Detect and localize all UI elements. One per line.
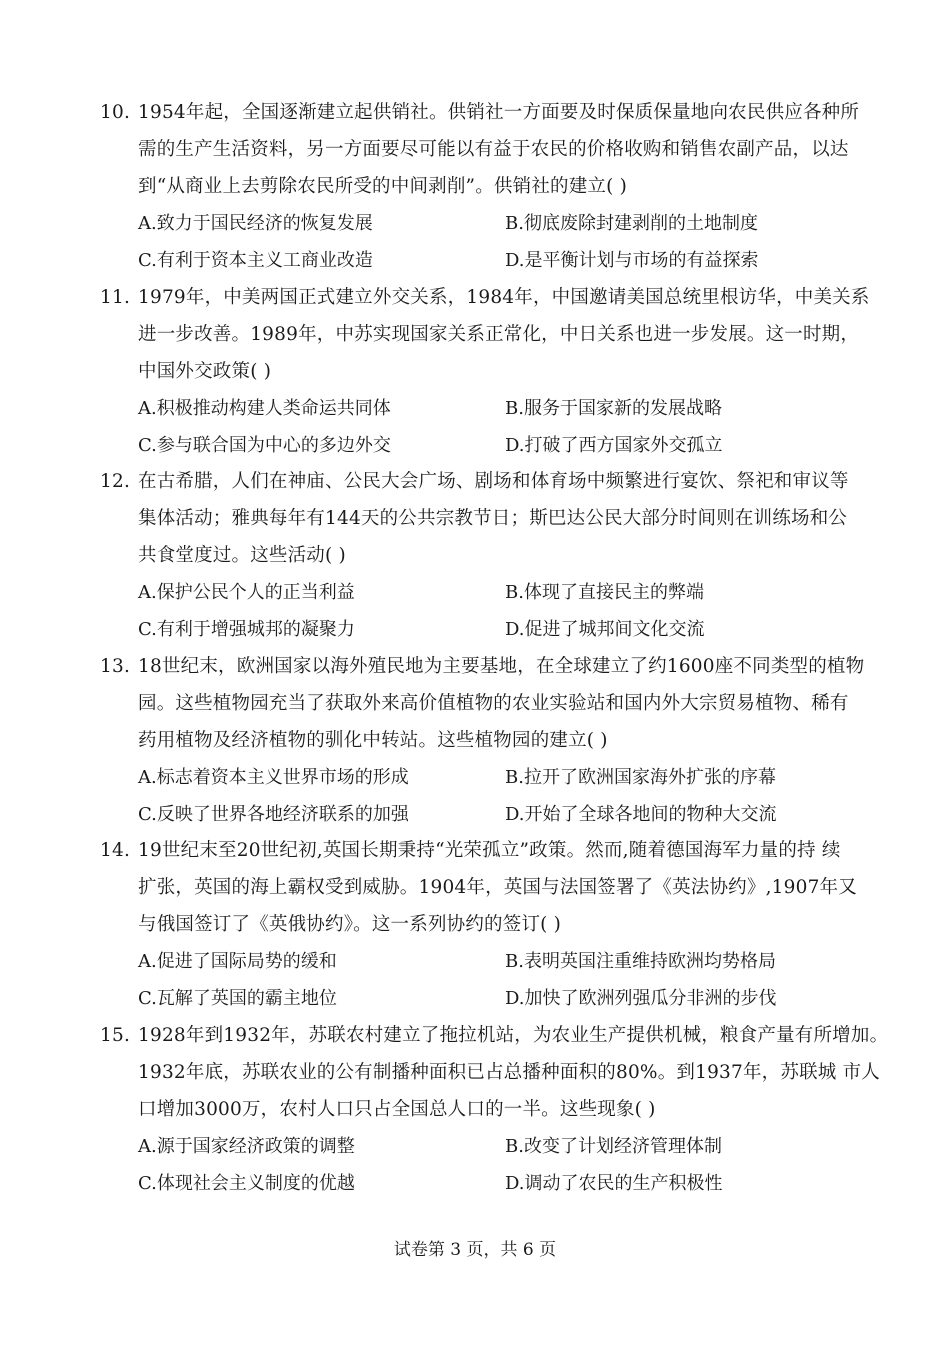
question-text-line: 集体活动；雅典每年有144天的公共宗教节日；斯巴达公民大部分时间则在训练场和公 bbox=[138, 508, 848, 529]
option-b[interactable]: B.彻底废除封建剥削的土地制度 bbox=[505, 213, 758, 234]
question-number: 10. bbox=[100, 102, 131, 123]
question-text-line: 口增加3000万，农村人口只占全国总人口的一半。这些现象( ) bbox=[138, 1099, 656, 1120]
options-row bbox=[100, 205, 860, 242]
question-15 bbox=[100, 1017, 889, 1202]
options-row bbox=[100, 611, 860, 648]
option-c[interactable]: C.有利于增强城邦的凝聚力 bbox=[138, 619, 355, 640]
options-row bbox=[100, 943, 860, 980]
options-row bbox=[100, 242, 860, 279]
question-13 bbox=[100, 648, 865, 833]
question-text-line: 1954年起，全国逐渐建立起供销社。供销社一方面要及时保质保量地向农民供应各种所 bbox=[138, 102, 860, 123]
question-number: 14. bbox=[100, 840, 131, 861]
question-14 bbox=[100, 832, 860, 1017]
question-number: 13. bbox=[100, 656, 131, 677]
option-a[interactable]: A.致力于国民经济的恢复发展 bbox=[138, 213, 373, 234]
question-text-line: 18世纪末，欧洲国家以海外殖民地为主要基地，在全球建立了约1600座不同类型的植物 bbox=[138, 656, 865, 677]
option-c[interactable]: C.体现社会主义制度的优越 bbox=[138, 1173, 355, 1194]
question-number: 12. bbox=[100, 471, 131, 492]
option-a[interactable]: A.促进了国际局势的缓和 bbox=[138, 951, 337, 972]
question-text-line: 中国外交政策( ) bbox=[138, 361, 272, 382]
options-row bbox=[100, 1165, 860, 1202]
option-b[interactable]: B.体现了直接民主的弊端 bbox=[505, 582, 704, 603]
question-10 bbox=[100, 94, 860, 279]
question-text-line: 需的生产生活资料，另一方面要尽可能以有益于农民的价格收购和销售农副产品，以达 bbox=[138, 139, 849, 160]
question-text-line: 1932年底，苏联农业的公有制播种面积已占总播种面积的80%。到1937年，苏联城 市人 bbox=[138, 1062, 880, 1083]
option-c[interactable]: C.反映了世界各地经济联系的加强 bbox=[138, 804, 409, 825]
option-b[interactable]: B.服务于国家新的发展战略 bbox=[505, 398, 722, 419]
question-text-line: 到“从商业上去剪除农民所受的中间剥削”。供销社的建立( ) bbox=[138, 176, 628, 197]
question-12 bbox=[100, 463, 860, 648]
question-text-line: 进一步改善。1989年，中苏实现国家关系正常化，中日关系也进一步发展。这一时期， bbox=[138, 324, 860, 345]
option-d[interactable]: D.加快了欧洲列强瓜分非洲的步伐 bbox=[505, 988, 777, 1009]
option-d[interactable]: D.是平衡计划与市场的有益探索 bbox=[505, 250, 759, 271]
options-row bbox=[100, 390, 860, 427]
page-footer: 试卷第 3 页，共 6 页 bbox=[393, 1240, 557, 1260]
question-text-line: 1979年，中美两国正式建立外交关系，1984年，中国邀请美国总统里根访华，中美关系 bbox=[138, 287, 870, 308]
options-row bbox=[100, 796, 860, 833]
option-d[interactable]: D.促进了城邦间文化交流 bbox=[505, 619, 705, 640]
options-row bbox=[100, 980, 860, 1017]
option-a[interactable]: A.源于国家经济政策的调整 bbox=[138, 1136, 355, 1157]
option-d[interactable]: D.调动了农民的生产积极性 bbox=[505, 1173, 723, 1194]
options-row bbox=[100, 574, 860, 611]
option-b[interactable]: B.拉开了欧洲国家海外扩张的序幕 bbox=[505, 767, 776, 788]
question-text-line: 与俄国签订了《英俄协约》。这一系列协约的签订( ) bbox=[138, 914, 562, 935]
options-row bbox=[100, 427, 860, 464]
option-b[interactable]: B.改变了计划经济管理体制 bbox=[505, 1136, 722, 1157]
question-text-line: 1928年到1932年，苏联农村建立了拖拉机站，为农业生产提供机械，粮食产量有所增加。 bbox=[138, 1025, 889, 1046]
option-a[interactable]: A.标志着资本主义世界市场的形成 bbox=[138, 767, 409, 788]
question-number: 15. bbox=[100, 1025, 131, 1046]
question-text-line: 扩张，英国的海上霸权受到威胁。1904年，英国与法国签署了《英法协约》,1907年又 bbox=[138, 877, 857, 898]
option-d[interactable]: D.打破了西方国家外交孤立 bbox=[505, 435, 723, 456]
option-b[interactable]: B.表明英国注重维持欧洲均势格局 bbox=[505, 951, 776, 972]
question-11 bbox=[100, 279, 870, 464]
options-row bbox=[100, 1128, 860, 1165]
question-text-line: 园。这些植物园充当了获取外来高价值植物的农业实验站和国内外大宗贸易植物、稀有 bbox=[138, 693, 849, 714]
option-c[interactable]: C.有利于资本主义工商业改造 bbox=[138, 250, 373, 271]
question-text-line: 在古希腊，人们在神庙、公民大会广场、剧场和体育场中频繁进行宴饮、祭祀和审议等 bbox=[138, 471, 849, 492]
option-d[interactable]: D.开始了全球各地间的物种大交流 bbox=[505, 804, 777, 825]
options-row bbox=[100, 759, 860, 796]
option-a[interactable]: A.积极推动构建人类命运共同体 bbox=[138, 398, 391, 419]
option-c[interactable]: C.参与联合国为中心的多边外交 bbox=[138, 435, 391, 456]
question-text-line: 共食堂度过。这些活动( ) bbox=[138, 545, 346, 566]
option-a[interactable]: A.保护公民个人的正当利益 bbox=[138, 582, 355, 603]
question-number: 11. bbox=[100, 287, 131, 308]
question-text-line: 药用植物及经济植物的驯化中转站。这些植物园的建立( ) bbox=[138, 730, 608, 751]
option-c[interactable]: C.瓦解了英国的霸主地位 bbox=[138, 988, 337, 1009]
question-text-line: 19世纪末至20世纪初,英国长期秉持“光荣孤立”政策。然而,随着德国海军力量的持 续 bbox=[138, 840, 841, 861]
